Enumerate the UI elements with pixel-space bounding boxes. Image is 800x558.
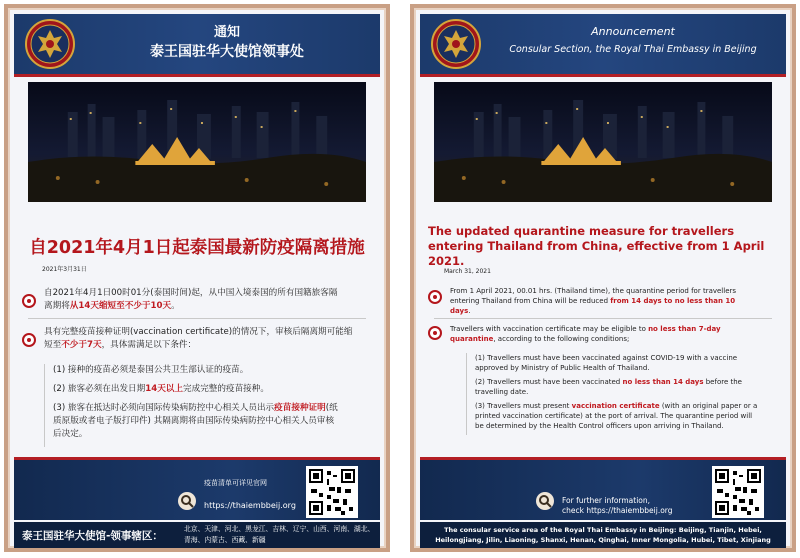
consular-area-bar (14, 522, 380, 548)
paragraph-1 (44, 287, 340, 313)
qr-code[interactable] (306, 466, 358, 518)
condition-2-end: 完成完整的疫苗接种。 (183, 384, 269, 394)
condition-2-text: (2) 旅客必须在出发日期 (53, 384, 146, 394)
headline: 自2021年4月1日起泰国最新防疫隔离措施 (29, 238, 365, 258)
conditions-list (466, 353, 762, 435)
bullet-icon (428, 326, 442, 340)
paragraph-1-highlight: from 14 days to no less than 10 days (450, 297, 736, 315)
poster-chinese (4, 4, 390, 552)
header-band (420, 14, 786, 74)
header-title-line-2: 泰王国驻华大使馆领事处 (150, 44, 304, 60)
bangkok-night-photo (28, 82, 366, 202)
condition-2-end: before the travelling date. (475, 378, 742, 396)
header-band (14, 14, 380, 74)
search-icon (536, 492, 554, 510)
bangkok-night-photo (434, 82, 772, 202)
paragraph-1-text: From 1 April 2021, 00.01 hrs. (Thailand time), the quarantine period for travellers entering Thailand from China will be reduced (450, 287, 737, 305)
paragraph-1 (450, 286, 750, 316)
poster-english (410, 4, 796, 552)
bullet-icon (22, 333, 36, 347)
condition-2-text: (2) Travellers must have been vaccinated (475, 378, 623, 386)
footer-line-1: For further information, (562, 496, 651, 505)
qr-code[interactable] (712, 466, 764, 518)
paragraph-2-highlight: 不少于7天 (61, 340, 102, 350)
bullet-icon (22, 294, 36, 308)
paragraph-2-text: 具有完整疫苗接种证明(vaccination certificate)的情况下，审核后隔离期可能缩短至 (44, 327, 353, 350)
paragraph-2-end: ，具体需满足以下条件： (101, 340, 197, 350)
condition-1: (1) Travellers must have been vaccinated against COVID-19 with a vaccine approved by Ministry of Public Health of Thailand. (475, 354, 738, 372)
condition-2 (475, 377, 762, 397)
condition-2 (53, 383, 340, 396)
bullet-icon (428, 290, 442, 304)
headline: The updated quarantine measure for travellers entering Thailand from China, effective from 1 April 2021. (428, 224, 765, 268)
condition-3-text: (3) 旅客在抵达时必须向国际传染病防控中心相关人员出示 (53, 403, 275, 413)
footer-band (420, 460, 786, 520)
condition-3-highlight: vaccination certificate (571, 402, 660, 410)
divider (434, 318, 772, 319)
footer-url[interactable]: check https://thaiembbeij.org (562, 506, 673, 515)
paragraph-1-end: 。 (171, 301, 180, 311)
footer-info (204, 478, 296, 511)
paragraph-2-end: , according to the following conditions; (493, 335, 630, 343)
consular-area-bar: The consular service area of the Royal Thai Embassy in Beijing: Beijing, Tianjin, Hebei, Heilongjiang, Jilin, Liaoning, Shanxi, Henan, Qinghai, Inner Mongolia, Hubei, Tibet, Xinjiang (420, 522, 786, 548)
condition-3-highlight: 疫苗接种证明 (274, 403, 326, 413)
condition-3-end: (纸质原版或者电子版打印件) 其隔离期将由国际传染病防控中心相关人员审核后决定。 (53, 403, 338, 439)
header-title-line-1: 通知 (213, 25, 240, 40)
condition-3-text: (3) Travellers must present (475, 402, 572, 410)
search-icon (178, 492, 196, 510)
paragraph-1-highlight: 从14天缩短至不少于10天 (69, 301, 172, 311)
condition-3 (53, 402, 340, 441)
header-title-line-1: Announcement (591, 25, 675, 38)
footer-url[interactable]: https://thaiembbeij.org (204, 501, 296, 510)
header-titles (84, 23, 370, 63)
paragraph-1-text: 自2021年4月1日00时01分(泰国时间)起，从中国入境泰国的所有国籍旅客隔离期将 (44, 288, 338, 311)
paragraph-2 (44, 326, 354, 352)
consular-area-label: 泰王国驻华大使馆-领事辖区： (22, 530, 163, 542)
paragraph-1-end: . (468, 307, 471, 315)
condition-3 (475, 401, 762, 431)
header-titles (490, 23, 776, 59)
notice-date: 2021年3月31日 (42, 266, 87, 273)
condition-1: (1) 接种的疫苗必须是泰国公共卫生部认证的疫苗。 (53, 365, 249, 375)
condition-2-highlight: 14天以上 (145, 384, 183, 394)
divider (28, 318, 366, 319)
conditions-list (44, 364, 340, 447)
paragraph-2 (450, 324, 750, 344)
header-title-line-2: Consular Section, the Royal Thai Embassy in Beijing (509, 44, 757, 55)
paragraph-2-text: Travellers with vaccination certificate may be eligible to (450, 325, 649, 333)
footer-info (562, 496, 673, 516)
notice-date: March 31, 2021 (444, 268, 491, 275)
footer-line-1: 疫苗清单可详见官网 (204, 479, 267, 487)
paragraph-2-highlight: no less than 7-day quarantine (450, 325, 721, 343)
embassy-emblem-icon (24, 18, 76, 70)
condition-3-end: (with an original paper or a printed vaccination certificate) at the port of arrival. The quarantine period will be determined by the Health Control officers upon arriving in Thailand. (475, 402, 758, 430)
consular-area-list: 北京、天津、河北、黑龙江、吉林、辽宁、山西、河南、湖北、青海、内蒙古、西藏、新疆 (184, 525, 375, 544)
footer-band (14, 460, 380, 520)
embassy-emblem-icon (430, 18, 482, 70)
condition-2-highlight: no less than 14 days (622, 378, 704, 386)
